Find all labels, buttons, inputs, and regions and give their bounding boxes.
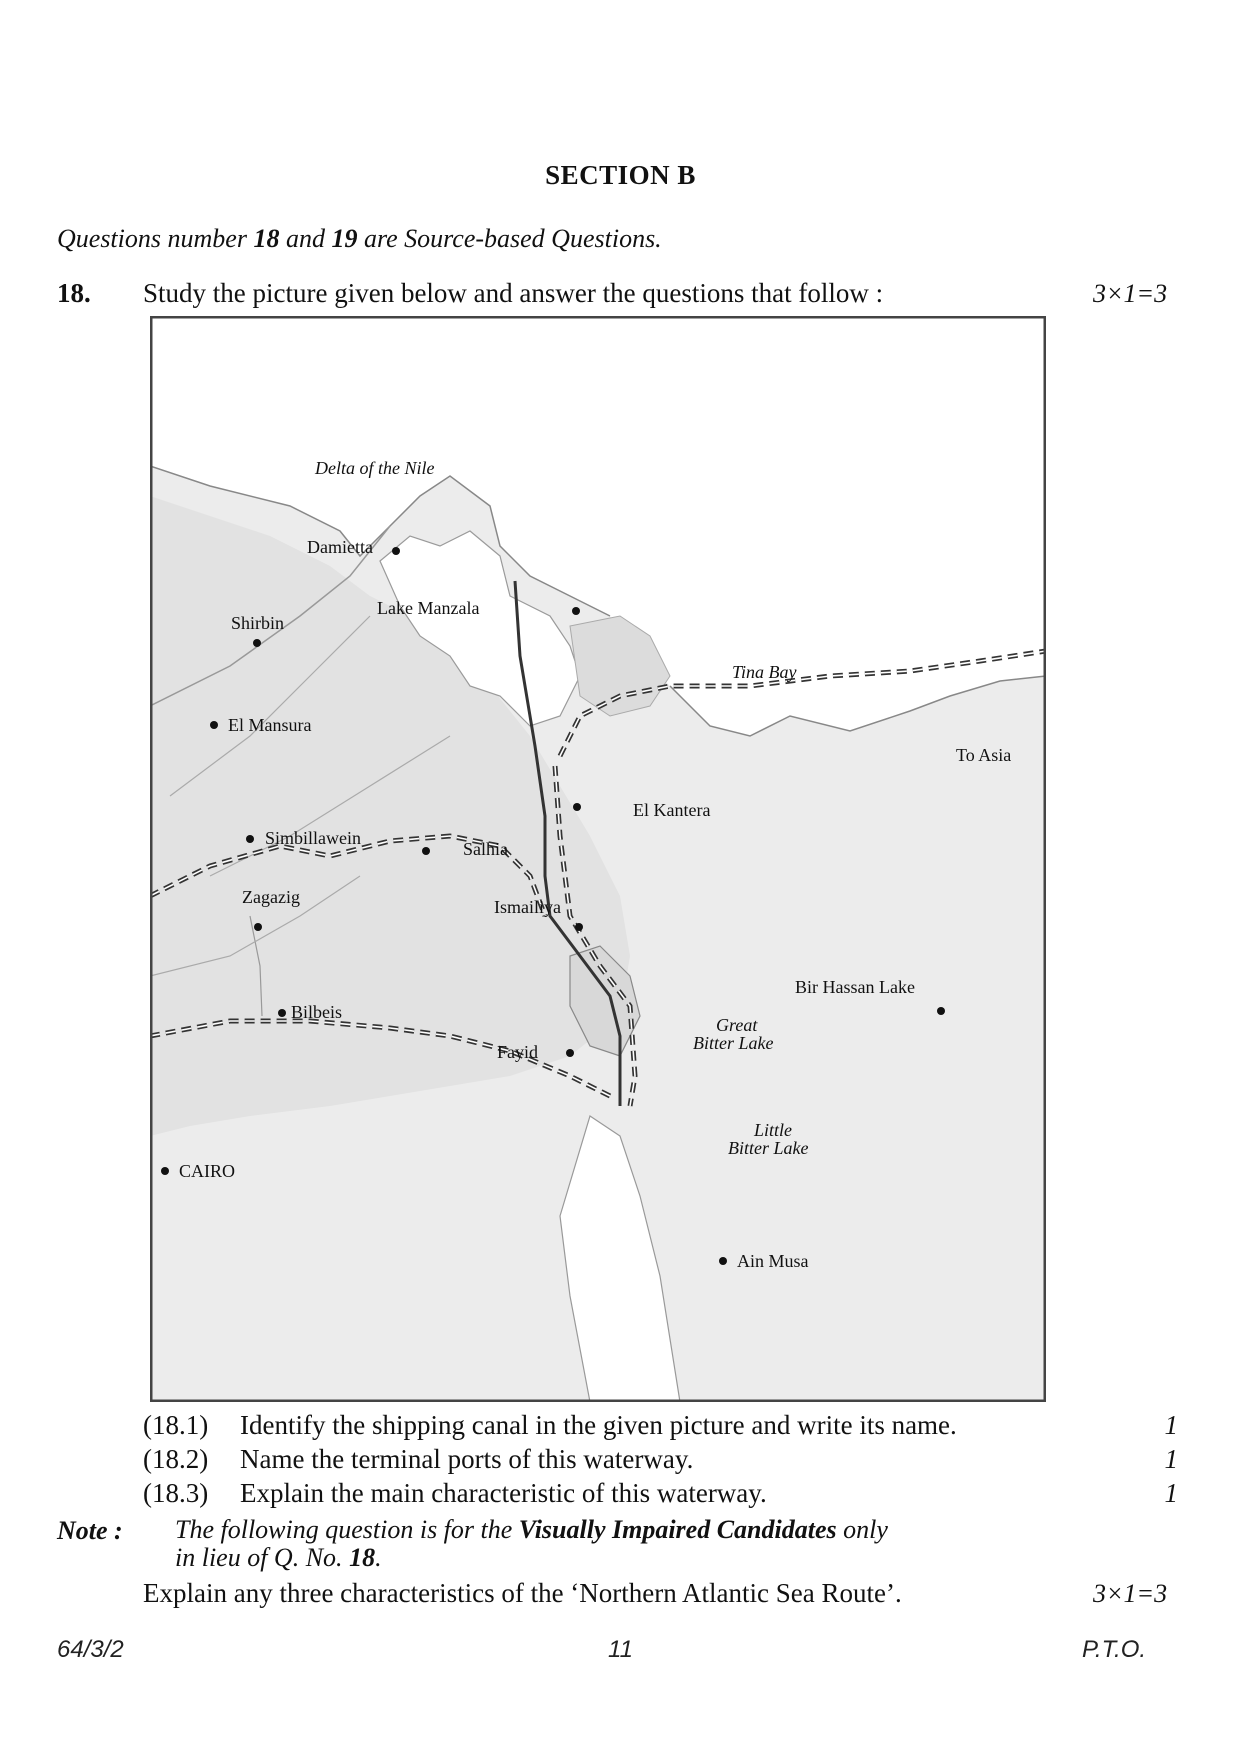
label-delta-of-the-nile: Delta of the Nile [315,458,435,478]
section-intro: Questions number 18 and 19 are Source-based Questions. [57,224,662,253]
visually-impaired-question: Explain any three characteristics of the ‘Northern Atlantic Sea Route’. [143,1578,902,1608]
sub-question-marks: 1 [1164,1444,1178,1474]
note-text: The following question is for the Visually Impaired Candidates only in lieu of Q. No. 18. [175,1515,888,1572]
label-damietta: Damietta [307,537,373,557]
label-salhia: Salhia [463,839,508,859]
paper-code: 64/3/2 [57,1636,124,1663]
label-fayid: Fayid [497,1042,539,1062]
label-cairo: CAIRO [179,1161,236,1181]
pto-label: P.T.O. [1082,1636,1147,1663]
label-to-asia: To Asia [956,745,1012,765]
question-marks: 3×1=3 [1093,279,1168,308]
label-el-mansura: El Mansura [228,715,312,735]
sub-question-label: (18.1) [143,1410,209,1440]
label-bilbeis: Bilbeis [291,1002,343,1022]
label-zagazig: Zagazig [242,887,300,907]
note-label: Note : [57,1516,123,1545]
sub-question-label: (18.3) [143,1478,209,1508]
sub-question-text: Name the terminal ports of this waterway. [240,1444,694,1474]
sub-question-text: Explain the main characteristic of this waterway. [240,1478,767,1508]
section-title: SECTION B [545,160,696,190]
question-text: Study the picture given below and answer the questions that follow : [143,278,884,308]
sub-question-18-1 [143,1410,1178,1442]
question-number: 18. [57,278,91,308]
label-little-bitter-lake: Bitter Lake [728,1138,809,1158]
sub-question-marks: 1 [1164,1478,1178,1508]
suez-canal-map [150,316,1046,1402]
page-number: 11 [608,1636,633,1663]
sub-question-marks: 1 [1164,1410,1178,1440]
label-little: Little [754,1120,793,1140]
label-shirbin: Shirbin [231,613,285,633]
visually-impaired-marks: 3×1=3 [1093,1579,1168,1608]
label-lake-manzala: Lake Manzala [377,598,480,618]
label-ismailiya: Ismailiya [494,897,561,917]
sub-question-text: Identify the shipping canal in the given picture and write its name. [240,1410,957,1440]
label-tina-bay: Tina Bay [732,662,797,682]
sub-question-label: (18.2) [143,1444,209,1474]
label-el-kantera: El Kantera [633,800,711,820]
sub-question-18-3 [143,1478,1178,1510]
label-simbillawein: Simbillawein [265,828,361,848]
label-great: Great [716,1015,758,1035]
label-bir-hassan-lake: Bir Hassan Lake [795,977,915,997]
sub-question-18-2 [143,1444,1178,1476]
label-great-bitter-lake: Bitter Lake [693,1033,774,1053]
label-ain-musa: Ain Musa [737,1251,809,1271]
